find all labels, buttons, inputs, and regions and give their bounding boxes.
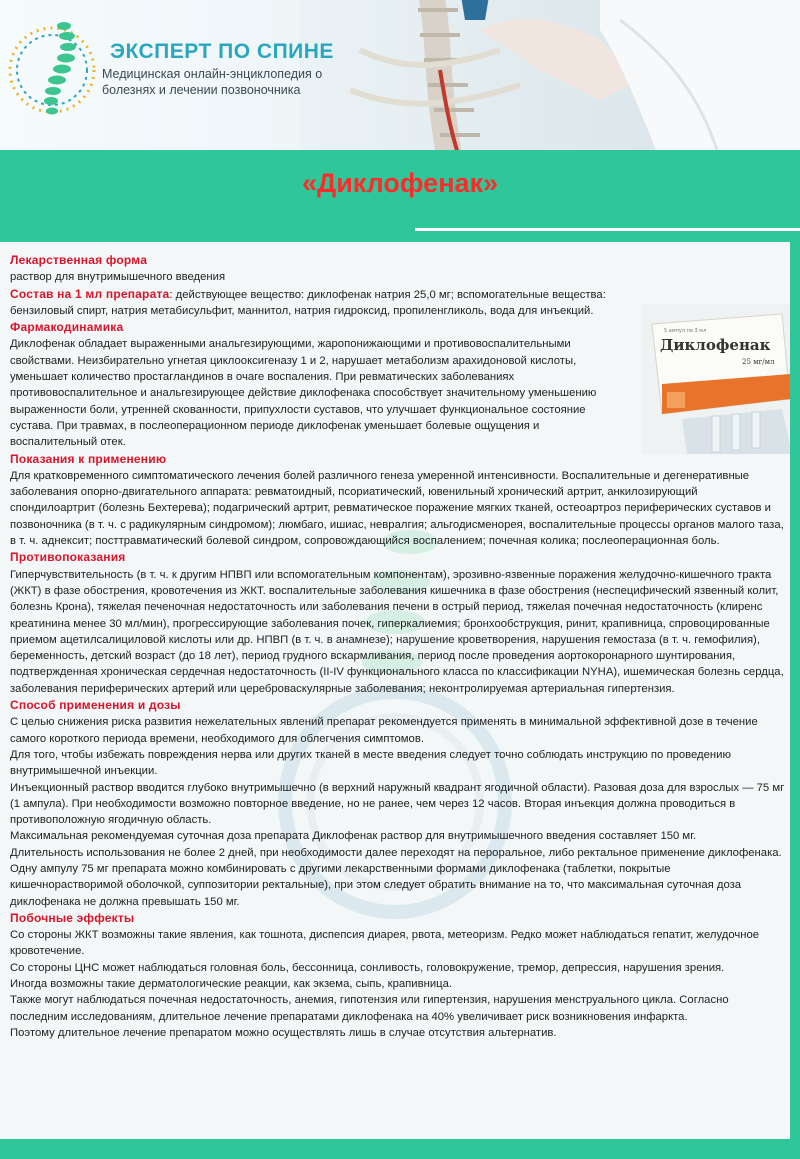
pack-dose: 25 мг/мл bbox=[742, 358, 775, 366]
article-text bbox=[10, 252, 785, 1041]
bottom-border bbox=[0, 1139, 800, 1159]
spine-logo-icon bbox=[6, 8, 106, 128]
pack-brand: Диклофенак bbox=[660, 336, 771, 354]
paragraph: Для кратковременного симптоматического лечения болей различного генеза умеренной интенсивности. Воспалительные и дегенеративные заболевания опорно-двигательного аппарата: ревматоидный, псориатический, ювенильный хронический артрит, анкилозирующий спондилоартрит (болезнь Бехтерева); подагрический артрит, ревматическое поражение мягких тканей, остеоартроз периферических суставов и позвоночника (в т. ч. с радикулярным синдромом); люмбаго, ишиас, невралгия; альгодисменорея, воспалительные процессы органов малого таза, в т. ч. аднексит; посттравматический болевой синдром, сопровождающийся воспалением; почечная колика; послеоперационная боль. bbox=[10, 469, 784, 548]
site-header bbox=[0, 0, 800, 150]
paragraph: раствор для внутримышечного введения bbox=[10, 271, 226, 284]
right-border bbox=[790, 242, 800, 1139]
paragraph: Инъекционный раствор вводится глубоко внутримышечно (в верхний наружный квадрант ягодичной области). Разовая доза для взрослых — 75 мг (1 ампула). При необходимости возможно повторное введение, но не ранее, чем через 12 часов. Вторая инъекция должна проводиться в противоположную ягодичную область. bbox=[10, 781, 785, 827]
brand-subtitle: Медицинская онлайн-энциклопедия о болезнях и лечении позвоночника bbox=[102, 67, 323, 97]
paragraph: Иногда возможны такие дерматологические реакции, как экзема, сыпь, крапивница. bbox=[10, 978, 453, 991]
paragraph: Со стороны ЦНС может наблюдаться головная боль, бессонница, сонливость, головокружение, тремор, депрессия, нарушения зрения. bbox=[10, 961, 725, 974]
paragraph: Одну ампулу 75 мг препарата можно комбинировать с другими лекарственными формами диклофенака (таблетки, покрытые кишечнорастворимой оболочкой, суппозитории ректальные), при этом следует обратить внимание на то, что максимальная суточная доза диклофенака не должна превышать 150 мг. bbox=[10, 862, 742, 908]
paragraph: : действующее вещество: диклофенак натрия 25,0 мг; вспомогательные вещества: бензиловый спирт, натрия метабисульфит, маннитол, натрия гидроксид, пропиленгликоль, вода для инъекций. bbox=[10, 288, 606, 317]
paragraph: Для того, чтобы избежать повреждения нерва или других тканей в месте введения следует точно соблюдать инструкцию по проведению внутримышечной инъекции. bbox=[10, 748, 731, 778]
section-heading: Противопоказания bbox=[10, 550, 126, 565]
brand-title[interactable]: ЭКСПЕРТ ПО СПИНЕ bbox=[110, 40, 334, 63]
paragraph: Гиперчувствительность (в т. ч. к другим НПВП или вспомогательным компонентам), эрозивно-язвенные поражения желудочно-кишечного тракта (ЖКТ) в фазе обострения, кровотечения из ЖКТ. воспалительные заболевания кишечника в фазе обострения (неспецифический язвенный колит, болезнь Крона), тяжелая печеночная недостаточность или заболевания печени в острый период, тяжелая почечная недостаточность (клиренс креатинина менее 30 мл/мин), прогрессирующие заболевания почек, гиперкалиемия; бронхообструкция, ринит, крапивница, спровоцированные приемом ацетилсалициловой кислоты или др. НПВП (в т. ч. в анамнезе); нарушение кроветворения, нарушения гемостаза (в т. ч. гемофилия), беременность, детский возраст (до 18 лет), период грудного вскармливания, период после проведения аортокоронарного шунтирования, подтвержденная хроническая сердечная недостаточность (II-IV функционального класса по классификации NYHA), ишемическая болезнь сердца, заболевания периферических артерий или цереброваскулярные заболевания; неконтролируемая артериальная гипертензия. bbox=[10, 568, 784, 695]
paragraph: Диклофенак обладает выраженными анальгезирующими, жаропонижающими и противовоспалительными свойствами. Неизбирательно угнетая циклооксигеназу 1 и 2, нарушает метаболизм арахидоновой кислоты, уменьшает количество простагландинов в очаге воспаления. При ревматических заболеваниях противовоспалительное и анальгезирующее действие диклофенака способствует значительному уменьшению выраженности боли, утренней скованности, припухлости суставов, что улучшает функциональное состояние сустава. При травмах, в послеоперационном периоде диклофенак уменьшает болевые ощущения и воспалительный отек. bbox=[10, 338, 597, 449]
paragraph: Длительность использования не более 2 дней, при необходимости далее переходят на пероральное, либо ректальное применение диклофенака. bbox=[10, 846, 782, 859]
article-content bbox=[0, 242, 790, 1139]
section-heading: Показания к применению bbox=[10, 451, 167, 466]
page-title: «Диклофенак» bbox=[301, 168, 499, 198]
paragraph: Со стороны ЖКТ возможны такие явления, как тошнота, диспепсия диарея, рвота, метеоризм. Редко может наблюдаться гепатит, желудочное кровотечение. bbox=[10, 929, 760, 958]
section-heading: Способ применения и дозы bbox=[10, 698, 181, 713]
image-spacer bbox=[635, 294, 785, 454]
paragraph: Также могут наблюдаться почечная недостаточность, анемия, гипотензия или гипертензия, нарушения менструального цикла. Согласно последним исследованиям, длительное лечение препаратами диклофенака на 40% увеличивает риск возникновения инфаркта. bbox=[10, 994, 729, 1023]
paragraph: С целью снижения риска развития нежелательных явлений препарат рекомендуется применять в минимальной эффективной дозе в течение самого короткого периода времени, необходимого для облегчения симптомов. bbox=[10, 716, 758, 745]
section-heading: Фармакодинамика bbox=[10, 320, 124, 335]
section-heading: Побочные эффекты bbox=[10, 910, 135, 925]
divider-line bbox=[415, 228, 800, 231]
pack-small-top: 5 ампул по 3 мл bbox=[664, 328, 707, 334]
spine-photo bbox=[300, 0, 800, 150]
paragraph: Максимальная рекомендуемая суточная доза препарата Диклофенак раствор для внутримышечного введения составляет 150 мг. bbox=[10, 830, 697, 843]
paragraph: Поэтому длительное лечение препаратом можно осуществлять лишь в случае отсутствия альтернатив. bbox=[10, 1026, 557, 1039]
section-heading: Лекарственная форма bbox=[10, 253, 148, 267]
section-heading: Состав на 1 мл препарата bbox=[10, 286, 170, 301]
